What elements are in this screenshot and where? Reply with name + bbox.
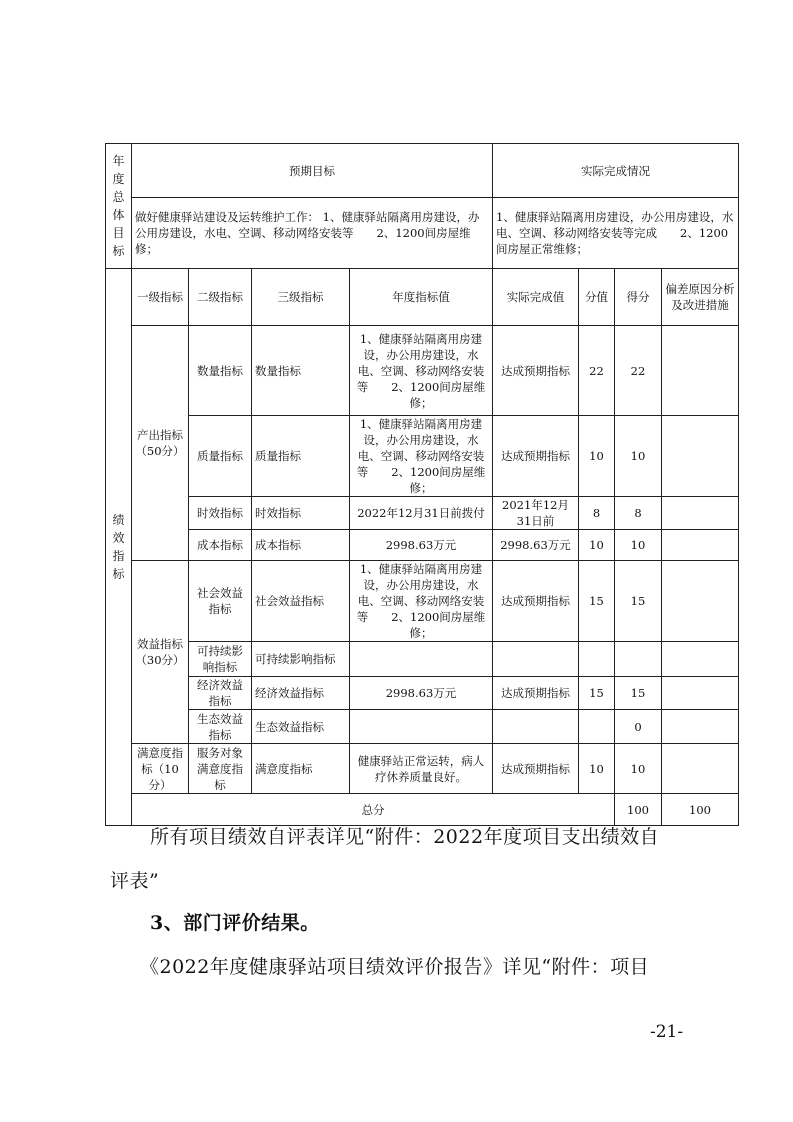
target-cell: 1、健康驿站隔离用房建设，办公用房建设，水电、空调、移动网络安装等 2、1200间房屋维修； [350, 416, 493, 497]
l3-cell: 经济效益指标 [252, 677, 350, 710]
got-cell: 22 [615, 326, 662, 416]
actual-cell: 达成预期指标 [493, 677, 579, 710]
l2-cell: 社会效益指标 [189, 561, 252, 642]
actual-cell: 2998.63万元 [493, 530, 579, 561]
score-cell [579, 710, 615, 744]
total-row [106, 794, 739, 826]
note-cell [662, 561, 739, 642]
actual-header: 实际完成情况 [493, 144, 739, 198]
table-row [106, 416, 739, 497]
got-cell: 10 [615, 416, 662, 497]
got-cell: 15 [615, 561, 662, 642]
header-cell: 实际完成值 [493, 269, 579, 326]
header-cell: 分值 [579, 269, 615, 326]
actual-cell: 达成预期指标 [493, 744, 579, 794]
actual-cell [493, 642, 579, 677]
total-score: 100 [615, 794, 662, 826]
target-cell: 2998.63万元 [350, 530, 493, 561]
l2-cell: 服务对象满意度指标 [189, 744, 252, 794]
l3-cell: 满意度指标 [252, 744, 350, 794]
page-number: -21- [650, 1022, 684, 1042]
score-cell: 22 [579, 326, 615, 416]
note-cell [662, 677, 739, 710]
got-cell [615, 642, 662, 677]
l3-cell: 质量指标 [252, 416, 350, 497]
note-cell [662, 416, 739, 497]
score-cell [579, 642, 615, 677]
table-row [106, 561, 739, 642]
section-heading: 3、部门评价结果。 [150, 912, 320, 934]
l3-cell: 可持续影响指标 [252, 642, 350, 677]
l2-cell: 质量指标 [189, 416, 252, 497]
paragraph: 评表” [110, 870, 160, 892]
l2-cell: 数量指标 [189, 326, 252, 416]
actual-cell: 达成预期指标 [493, 416, 579, 497]
target-cell [350, 710, 493, 744]
got-cell: 8 [615, 497, 662, 530]
group-cell: 产出指标（50分） [132, 326, 189, 561]
score-cell: 15 [579, 677, 615, 710]
target-cell: 1、健康驿站隔离用房建设，办公用房建设，水电、空调、移动网络安装等 2、1200间房屋维修； [350, 326, 493, 416]
note-cell [662, 530, 739, 561]
table-row [106, 497, 739, 530]
table-row [106, 326, 739, 416]
group-cell: 效益指标（30分） [132, 561, 189, 744]
score-cell: 15 [579, 561, 615, 642]
got-cell: 10 [615, 530, 662, 561]
l2-cell: 成本指标 [189, 530, 252, 561]
note-cell [662, 642, 739, 677]
note-cell [662, 326, 739, 416]
group-cell: 满意度指标（10分） [132, 744, 189, 794]
table-row [106, 710, 739, 744]
actual-text: 1、健康驿站隔离用房建设，办公用房建设，水电、空调、移动网络安装等完成 2、1200间房屋正常维修； [493, 198, 739, 269]
note-cell [662, 497, 739, 530]
l2-cell: 可持续影响指标 [189, 642, 252, 677]
l3-cell: 数量指标 [252, 326, 350, 416]
header-cell: 年度指标值 [350, 269, 493, 326]
table-row [106, 642, 739, 677]
header-cell: 得分 [615, 269, 662, 326]
table-row [106, 530, 739, 561]
l3-cell: 成本指标 [252, 530, 350, 561]
table-row [106, 677, 739, 710]
target-cell: 1、健康驿站隔离用房建设，办公用房建设，水电、空调、移动网络安装等 2、1200间房屋维修； [350, 561, 493, 642]
performance-table [105, 143, 739, 826]
got-cell: 15 [615, 677, 662, 710]
total-label: 总分 [132, 794, 615, 826]
l2-cell: 经济效益指标 [189, 677, 252, 710]
expected-header: 预期目标 [132, 144, 493, 198]
note-cell [662, 744, 739, 794]
note-cell [662, 710, 739, 744]
actual-cell: 2021年12月31日前 [493, 497, 579, 530]
l2-cell: 时效指标 [189, 497, 252, 530]
score-cell: 10 [579, 530, 615, 561]
header-cell: 一级指标 [132, 269, 189, 326]
header-cell: 二级指标 [189, 269, 252, 326]
paragraph: 所有项目绩效自评表详见“附件：2022年度项目支出绩效自 [150, 826, 660, 848]
paragraph: 《2022年度健康驿站项目绩效评价报告》详见“附件：项目 [140, 956, 650, 978]
got-cell: 10 [615, 744, 662, 794]
perf-label: 绩效指标 [106, 269, 132, 826]
score-cell: 8 [579, 497, 615, 530]
actual-cell [493, 710, 579, 744]
target-cell: 2998.63万元 [350, 677, 493, 710]
annual-goal-label: 年度总体目标 [106, 144, 132, 269]
score-cell: 10 [579, 416, 615, 497]
score-cell: 10 [579, 744, 615, 794]
l3-cell: 生态效益指标 [252, 710, 350, 744]
l3-cell: 社会效益指标 [252, 561, 350, 642]
table-row [106, 744, 739, 794]
l2-cell: 生态效益指标 [189, 710, 252, 744]
expected-text: 做好健康驿站建设及运转维护工作： 1、健康驿站隔离用房建设，办公用房建设，水电、空调、移动网络安装等 2、1200间房屋维修； [132, 198, 493, 269]
target-cell: 健康驿站正常运转，病人疗休养质量良好。 [350, 744, 493, 794]
header-cell: 偏差原因分析及改进措施 [662, 269, 739, 326]
total-got: 100 [662, 794, 739, 826]
actual-cell: 达成预期指标 [493, 561, 579, 642]
got-cell: 0 [615, 710, 662, 744]
actual-cell: 达成预期指标 [493, 326, 579, 416]
l3-cell: 时效指标 [252, 497, 350, 530]
header-cell: 三级指标 [252, 269, 350, 326]
target-cell [350, 642, 493, 677]
target-cell: 2022年12月31日前拨付 [350, 497, 493, 530]
